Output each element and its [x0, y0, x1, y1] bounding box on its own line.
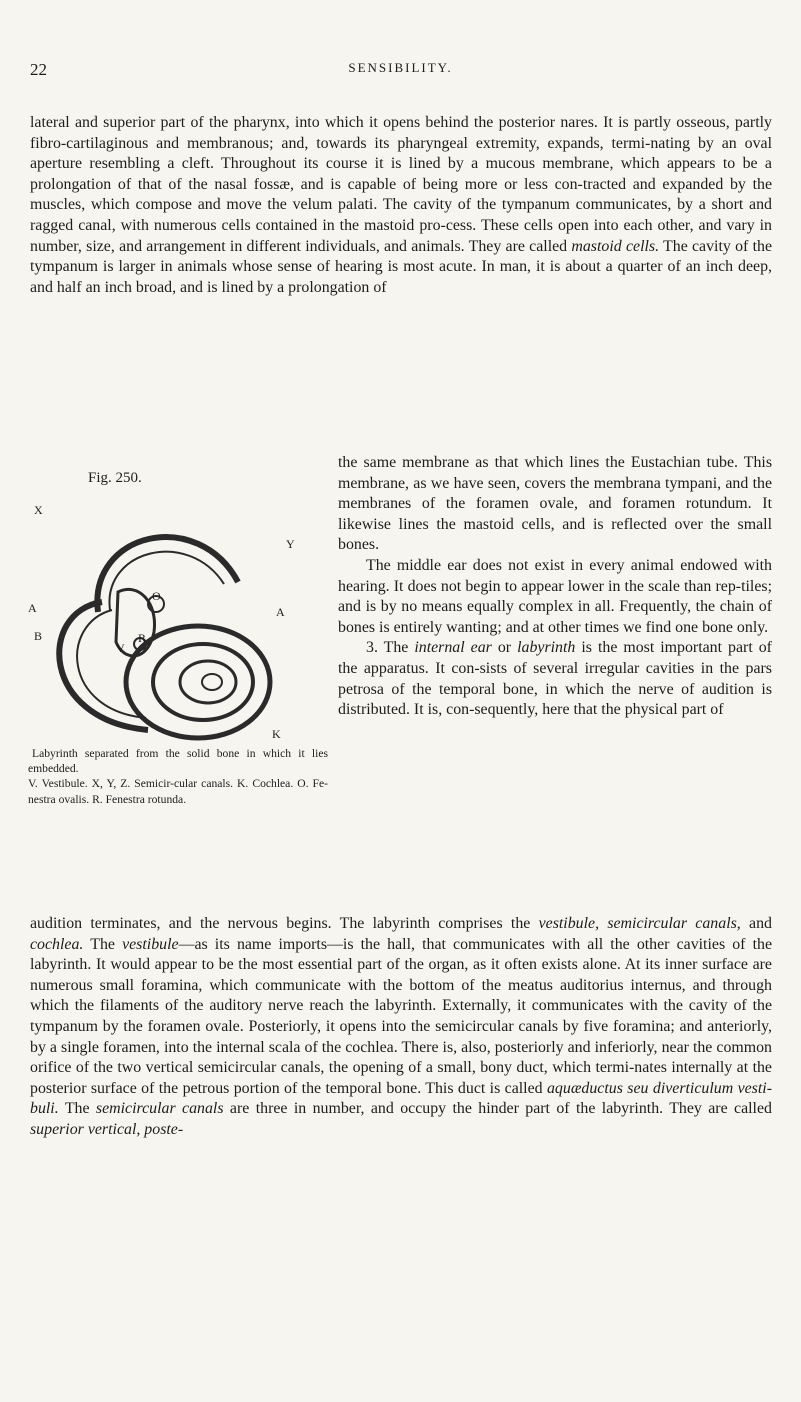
running-title: SENSIBILITY.	[348, 60, 453, 75]
label-x: X	[34, 503, 43, 517]
right-column-p2: The middle ear does not exist in every animal endowed with hearing. It does not begin to appear lower in the scale than rep-tiles; and is by no means equally complex in all. Frequently, the chain of bones is entirely wanting; and at other times we find one bone only.	[338, 556, 772, 636]
opening-paragraph-tail: The cavity of the tympanum is larger in animals whose sense of hearing is most acute. In man, it is about a quarter of an inch deep, and half an inch broad, and is lined by a prolongation of	[30, 237, 772, 296]
opening-paragraph	[30, 113, 772, 298]
label-r: R	[138, 631, 147, 645]
posterior-canal-inner	[77, 610, 146, 718]
aquaeductus-term: aquæductus seu diverticulum vesti-buli.	[30, 1079, 772, 1118]
label-b: B	[34, 629, 43, 643]
right-column-p3	[338, 638, 772, 720]
internal-ear-term: internal ear	[414, 639, 492, 657]
right-column-p3-text: is the most important part of the apparatus. It con-sists of several irregular cavities in the pars petrosa of the temporal bone, in which the nerve of audition is distributed. It is, con-sequently, here that the physical part of	[338, 639, 772, 719]
and-word: and	[749, 915, 772, 932]
bottom-text-2: —as its name imports—is the hall, that communicates with all the other cavities of the labyrinth. It would appear to be the most essential part of the organ, as it often exists alone. At its inner surface are numerous small foramina, which communicate with the bottom of the meatus auditorius internus, and through which the filaments of the auditory nerve reach the labyrinth. Externally, it communicates with the cavity of the tympanum by the foramen ovale. Posteriorly, it opens into the semicircular canals by five foramina; and anteriorly, by a single foramen, into the internal scala of the cochlea. There is, also, posteriorly and inferiorly, near the common orifice of the two vertical semicircular canals, the opening of a small, bony duct, which termi-nates internally at the posterior surface of the petrous portion of the temporal bone. This duct is called	[30, 935, 773, 1097]
figure-caption	[28, 746, 328, 807]
superior-vertical-term: superior vertical, poste-	[30, 1120, 184, 1138]
caption-line-1: Labyrinth separated from the solid bone in which it lies embedded.	[28, 747, 328, 776]
bottom-text-1: audition terminates, and the nervous begins. The labyrinth comprises the	[30, 915, 531, 932]
the-word: The	[90, 935, 115, 953]
label-v: V	[116, 641, 125, 655]
opening-paragraph-text: lateral and superior part of the pharynx, into which it opens behind the posterior nares. It is partly osseous, partly fibro-cartilaginous and membranous; and, towards its pharyngeal extremity, expands, termi-nating by an oval aperture resembling a cleft. Throughout its course it is lined by a mucous membrane, which appears to be a prolongation of that of the nasal fossæ, and is capable of being more or less con-tracted and expanded by the muscles, which compose and move the velum palati. The cavity of the tympanum communicates, by a short and ragged canal, with numerous cells contained in the mastoid pro-cess. These cells open into each other, and vary in number, size, and arrangement in different individuals, and animals. They are called	[30, 114, 772, 255]
right-column-text	[338, 453, 772, 721]
labyrinth-term: labyrinth	[517, 639, 576, 657]
figure-250	[28, 470, 328, 830]
cochlea-term: cochlea.	[30, 935, 84, 953]
or-word: or	[497, 639, 512, 657]
bottom-text-3: The	[64, 1100, 90, 1118]
page-header	[30, 60, 771, 84]
vestibule-term-2: vestibule	[122, 935, 179, 953]
cochlea-core	[202, 674, 222, 690]
label-o: O	[152, 589, 161, 603]
labyrinth-illustration	[28, 492, 328, 744]
page-number: 22	[30, 60, 47, 79]
semicircular-term: semicircular canals,	[607, 915, 741, 932]
section-3-number: 3. The	[366, 639, 409, 657]
label-a-left: A	[28, 601, 37, 615]
caption-line-2: V. Vestibule. X, Y, Z. Semicir-cular canals. K. Cochlea. O. Fe-nestra ovalis. R. Fenestra rotunda.	[28, 777, 328, 806]
vestibule-term: vestibule,	[538, 915, 600, 932]
superior-canal-inner	[109, 552, 224, 610]
label-a-right: A	[276, 605, 285, 619]
right-column-p1: the same membrane as that which lines the Eustachian tube. This membrane, as we have seen, covers the membrana tympani, and the membranes of the foramen ovale, and foramen rotundum. It likewise lines the mastoid cells, and is reflected over the small bones.	[338, 454, 772, 554]
bottom-text-4: are three in number, and occupy the hinder part of the labyrinth. They are called	[229, 1100, 772, 1118]
label-k: K	[272, 727, 281, 741]
mastoid-cells-term: mastoid cells.	[571, 237, 660, 255]
figure-label: Fig. 250.	[88, 470, 142, 486]
label-y: Y	[286, 537, 295, 551]
cochlea-inner	[180, 661, 236, 703]
semicircular-term-2: semicircular canals	[95, 1100, 224, 1118]
bottom-paragraph	[30, 914, 772, 1141]
